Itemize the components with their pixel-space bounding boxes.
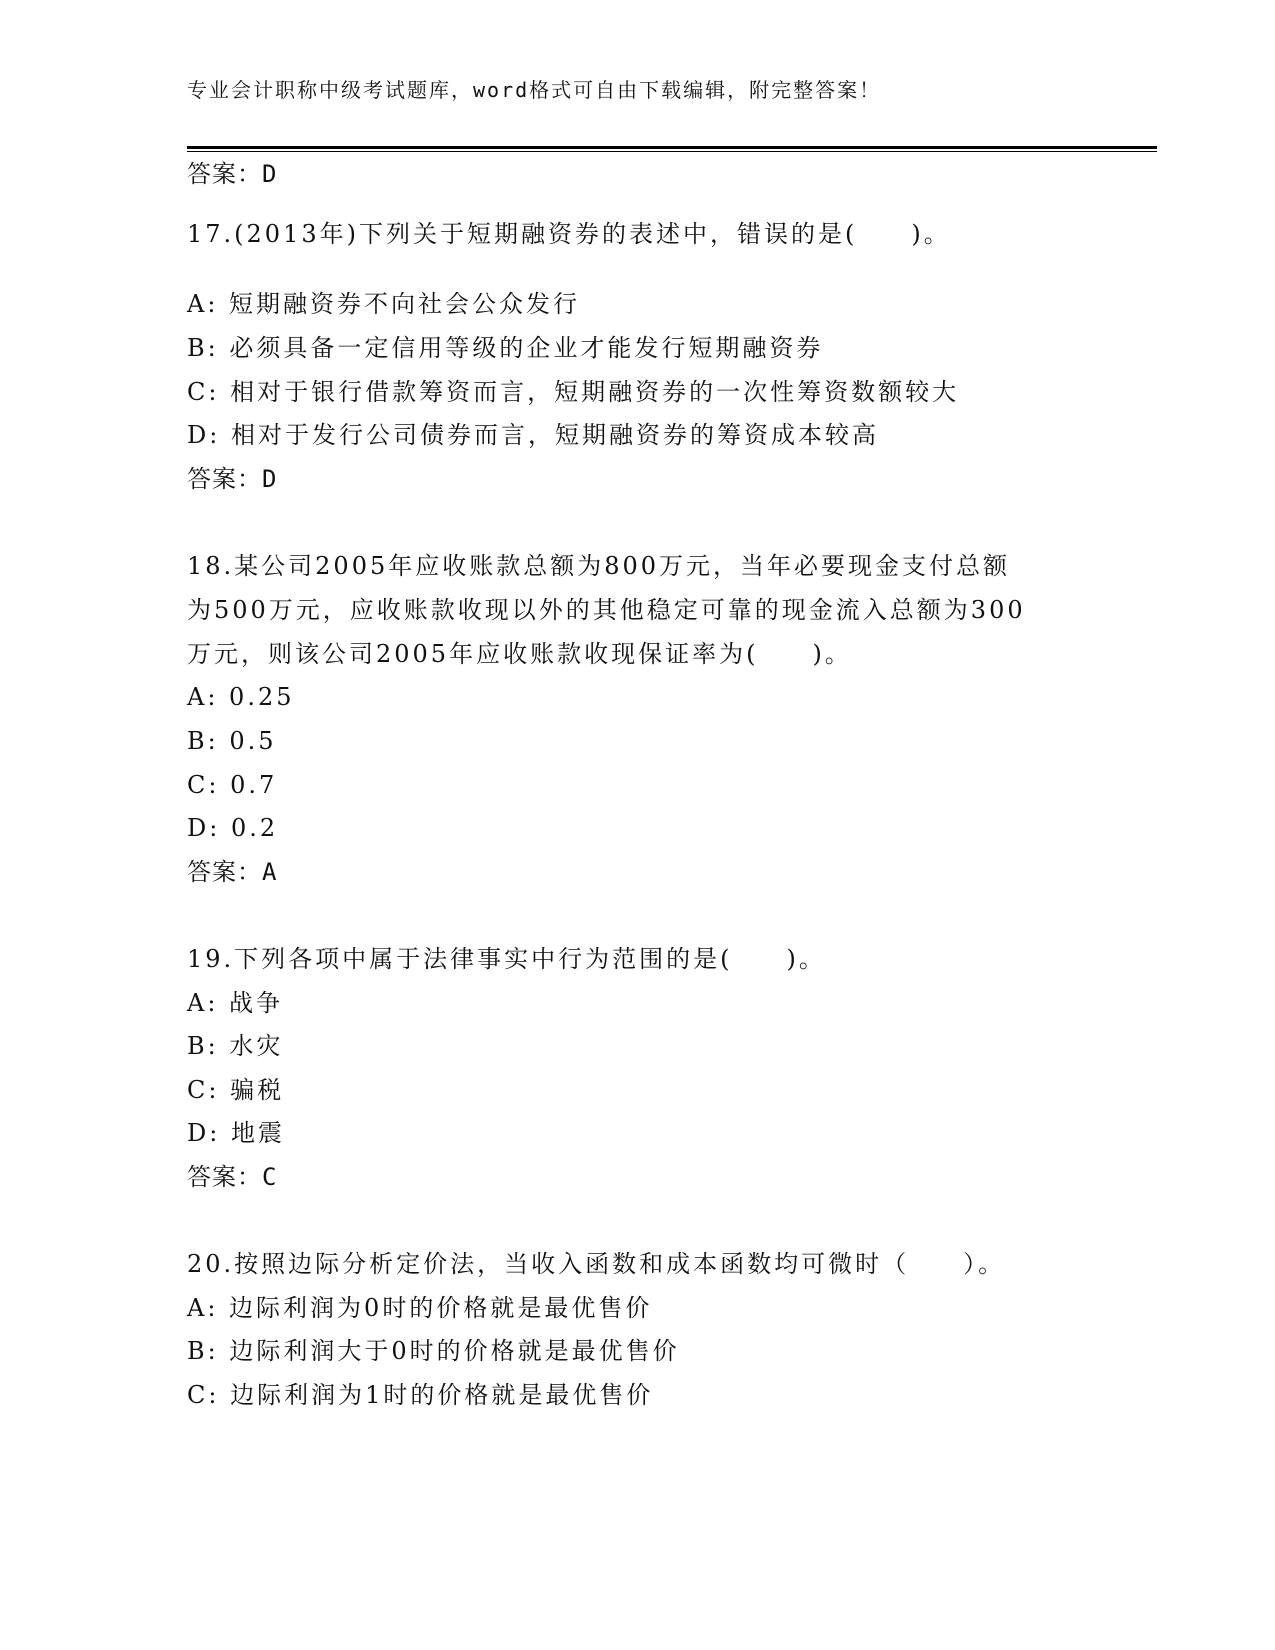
question-19-option-a: A: 战争 bbox=[187, 989, 284, 1017]
question-18-answer: 答案：A bbox=[187, 858, 278, 886]
question-19-stem: 19.下列各项中属于法律事实中行为范围的是( )。 bbox=[187, 945, 826, 973]
question-17-option-d: D: 相对于发行公司债券而言，短期融资券的筹资成本较高 bbox=[187, 421, 879, 449]
question-17-option-a: A: 短期融资券不向社会公众发行 bbox=[187, 290, 581, 318]
question-18-option-d: D: 0.2 bbox=[187, 814, 279, 842]
question-20-option-a: A: 边际利润为0时的价格就是最优售价 bbox=[187, 1294, 653, 1322]
question-18-option-a: A: 0.25 bbox=[187, 683, 295, 711]
question-17-stem: 17.(2013年)下列关于短期融资券的表述中，错误的是( )。 bbox=[187, 220, 951, 248]
page-header-text: 专业会计职称中级考试题库，word格式可自由下载编辑，附完整答案！ bbox=[187, 78, 882, 102]
question-20-stem: 20.按照边际分析定价法，当收入函数和成本函数均可微时（ ）。 bbox=[187, 1250, 1006, 1278]
question-18-option-b: B: 0.5 bbox=[187, 727, 277, 755]
question-19-option-d: D: 地震 bbox=[187, 1119, 285, 1147]
question-19-option-b: B: 水灾 bbox=[187, 1032, 284, 1060]
question-17-answer: 答案：D bbox=[187, 465, 278, 493]
answer-line: 答案：D bbox=[187, 160, 278, 188]
question-18-stem-line-3: 万元，则该公司2005年应收账款收现保证率为( )。 bbox=[187, 640, 852, 668]
question-19-option-c: C: 骗税 bbox=[187, 1076, 285, 1104]
question-18-stem-line-1: 18.某公司2005年应收账款总额为800万元，当年必要现金支付总额 bbox=[187, 552, 1011, 580]
header-rule-thick bbox=[187, 146, 1157, 149]
question-20-option-b: B: 边际利润大于0时的价格就是最优售价 bbox=[187, 1337, 680, 1365]
question-17-option-c: C: 相对于银行借款筹资而言，短期融资券的一次性筹资数额较大 bbox=[187, 378, 960, 406]
question-19-answer: 答案：C bbox=[187, 1163, 278, 1191]
question-18-stem-line-2: 为500万元，应收账款收现以外的其他稳定可靠的现金流入总额为300 bbox=[187, 596, 1026, 624]
question-17-option-b: B: 必须具备一定信用等级的企业才能发行短期融资券 bbox=[187, 334, 824, 362]
question-20-option-c: C: 边际利润为1时的价格就是最优售价 bbox=[187, 1381, 654, 1409]
header-rule-thin bbox=[187, 151, 1157, 152]
question-18-option-c: C: 0.7 bbox=[187, 771, 278, 799]
